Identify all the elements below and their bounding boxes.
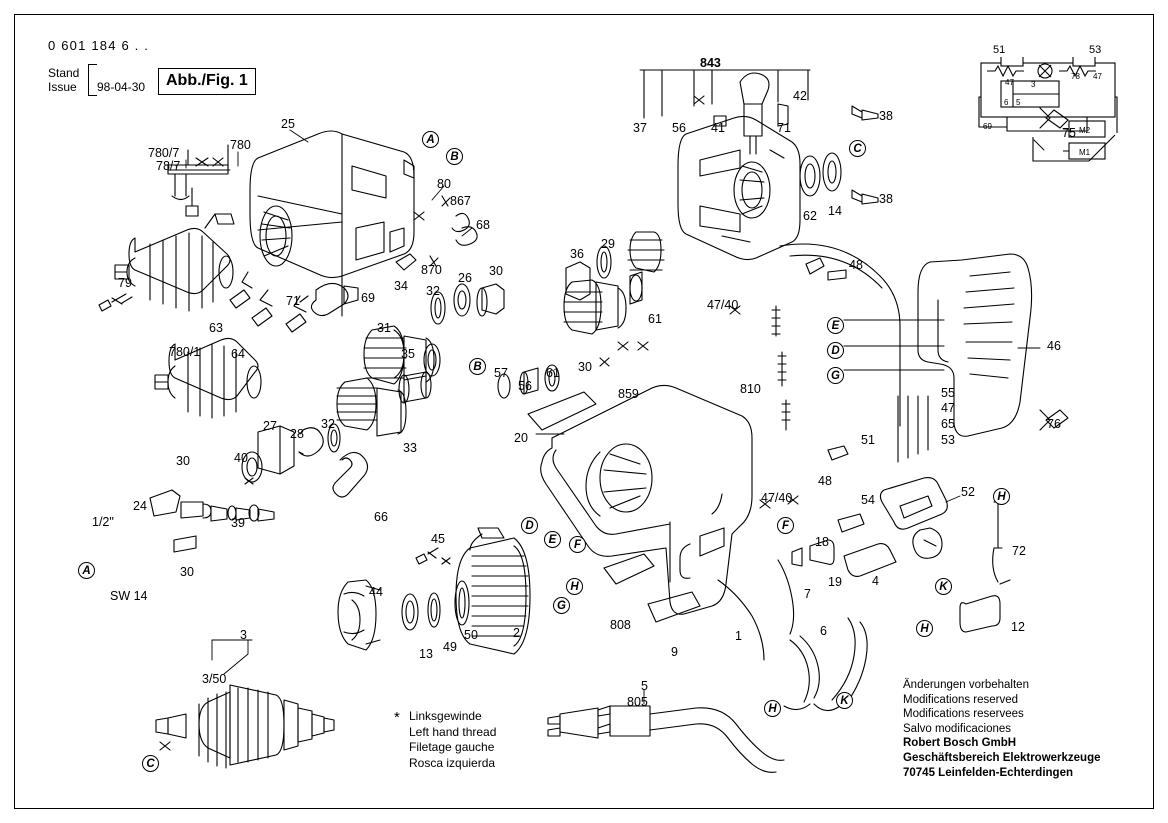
callout-56: 56 (672, 121, 686, 135)
callout-56: 56 (518, 379, 532, 393)
stand-issue-labels (48, 66, 79, 94)
ref-letter-b: B (446, 148, 463, 165)
callout-27: 27 (263, 419, 277, 433)
callout-63: 63 (209, 321, 223, 335)
callout-38: 38 (879, 192, 893, 206)
ref-letter-g: G (553, 597, 570, 614)
callout-20: 20 (514, 431, 528, 445)
callout-48: 48 (818, 474, 832, 488)
ref-letter-b: B (469, 358, 486, 375)
callout-843: 843 (700, 56, 721, 70)
company-address: 70745 Leinfelden-Echterdingen (903, 766, 1073, 779)
callout-18: 18 (815, 535, 829, 549)
ref-letter-a: A (422, 131, 439, 148)
callout-48: 48 (849, 258, 863, 272)
callout-780-7: 780/7 (148, 146, 180, 160)
callout-867: 867 (450, 194, 471, 208)
note-line-fr: Filetage gauche (409, 740, 495, 754)
footer-block (903, 678, 1101, 780)
footnote-marker: * (394, 709, 400, 726)
issue-date: 98-04-30 (97, 80, 146, 94)
callout-4: 4 (872, 574, 879, 588)
date-bracket (88, 64, 97, 96)
svg-text:M2: M2 (1079, 126, 1091, 135)
callout-24: 24 (133, 499, 147, 513)
footer-line-en: Modifications reserved (903, 693, 1019, 706)
callout-3: 3 (240, 628, 247, 642)
figure-label: Abb./Fig. 1 (158, 68, 256, 95)
callout-32: 32 (426, 284, 440, 298)
wire-label-51: 51 (993, 44, 1006, 56)
callout-35: 35 (401, 347, 415, 361)
ref-letter-d: D (827, 342, 844, 359)
callout-78-7: 78/7 (156, 159, 181, 173)
wiring-diagram (973, 57, 1123, 177)
callout-30: 30 (489, 264, 503, 278)
callout-808: 808 (610, 618, 631, 632)
callout-46: 46 (1047, 339, 1061, 353)
callout-1-2-: 1/2" (92, 515, 114, 529)
callout-69: 69 (361, 291, 375, 305)
callout-57: 57 (494, 366, 508, 380)
ref-letter-k: K (836, 692, 853, 709)
callout-55: 55 (941, 386, 955, 400)
callout-75: 75 (1062, 126, 1076, 140)
footer-line-de: Änderungen vorbehalten (903, 679, 1029, 691)
issue-label: Issue (48, 80, 77, 94)
callout-12: 12 (1011, 620, 1025, 634)
callout-2: 2 (513, 626, 520, 640)
callout-30: 30 (180, 565, 194, 579)
callout-76: 76 (1047, 417, 1061, 431)
svg-text:78: 78 (1071, 72, 1080, 81)
callout-14: 14 (828, 204, 842, 218)
note-line-es: Rosca izquierda (409, 755, 496, 770)
ref-letter-d: D (521, 517, 538, 534)
ref-letter-h: H (764, 700, 781, 717)
callout-44: 44 (369, 585, 383, 599)
svg-text:69: 69 (983, 122, 992, 131)
company-name: Robert Bosch GmbH (903, 737, 1017, 750)
part-number: 0 601 184 6 . . (48, 38, 150, 53)
svg-text:6: 6 (1004, 98, 1009, 107)
ref-letter-k: K (935, 578, 952, 595)
callout-30: 30 (578, 360, 592, 374)
callout-870: 870 (421, 263, 442, 277)
ref-letter-h: H (916, 620, 933, 637)
callout-6: 6 (820, 624, 827, 638)
callout-39: 39 (231, 516, 245, 530)
callout-34: 34 (394, 279, 408, 293)
ref-letter-h: H (566, 578, 583, 595)
callout-25: 25 (281, 117, 295, 131)
callout-71: 71 (777, 121, 791, 135)
ref-letter-g: G (827, 367, 844, 384)
footer-line-es: Salvo modificaciones (903, 722, 1012, 735)
callout-79: 79 (118, 276, 132, 290)
callout-49: 49 (443, 640, 457, 654)
svg-text:47: 47 (1093, 72, 1102, 81)
left-hand-thread-note (409, 709, 496, 771)
callout-65: 65 (941, 417, 955, 431)
callout-54: 54 (861, 493, 875, 507)
callout-47-40: 47/40 (761, 491, 793, 505)
callout-64: 64 (231, 347, 245, 361)
svg-text:47: 47 (1005, 78, 1014, 87)
callout-780: 780 (230, 138, 251, 152)
callout-42: 42 (793, 89, 807, 103)
callout-5: 5 (641, 679, 648, 693)
ref-letter-f: F (777, 517, 794, 534)
callout-33: 33 (403, 441, 417, 455)
callout-53: 53 (941, 433, 955, 447)
stand-label: Stand (48, 66, 80, 80)
callout-36: 36 (570, 247, 584, 261)
callout-810: 810 (740, 382, 761, 396)
callout-50: 50 (464, 628, 478, 642)
ref-letter-c: C (849, 140, 866, 157)
callout-61: 61 (546, 366, 560, 380)
callout-29: 29 (601, 237, 615, 251)
callout-780-1: 780/1 (169, 345, 201, 359)
callout-66: 66 (374, 510, 388, 524)
callout-52: 52 (961, 485, 975, 499)
callout-47-40: 47/40 (707, 298, 739, 312)
ref-letter-h: H (993, 488, 1010, 505)
callout-32: 32 (321, 417, 335, 431)
callout-7: 7 (804, 587, 811, 601)
ref-letter-e: E (544, 531, 561, 548)
callout-51: 51 (861, 433, 875, 447)
svg-text:5: 5 (1016, 98, 1021, 107)
callout-62: 62 (803, 209, 817, 223)
callout-SW-14: SW 14 (110, 589, 148, 603)
callout-41: 41 (711, 121, 725, 135)
callout-71: 71 (286, 294, 300, 308)
callout-40: 40 (234, 451, 248, 465)
callout-13: 13 (419, 647, 433, 661)
callout-19: 19 (828, 575, 842, 589)
callout-37: 37 (633, 121, 647, 135)
ref-letter-c: C (142, 755, 159, 772)
callout-28: 28 (290, 427, 304, 441)
callout-45: 45 (431, 532, 445, 546)
note-line-de: Linksgewinde (409, 709, 482, 723)
callout-9: 9 (671, 645, 678, 659)
callout-72: 72 (1012, 544, 1026, 558)
callout-1: 1 (735, 629, 742, 643)
note-line-en: Left hand thread (409, 724, 497, 739)
ref-letter-a: A (78, 562, 95, 579)
svg-text:3: 3 (1031, 80, 1036, 89)
callout-68: 68 (476, 218, 490, 232)
callout-30: 30 (176, 454, 190, 468)
svg-text:M1: M1 (1079, 148, 1091, 157)
ref-letter-f: F (569, 536, 586, 553)
callout-80: 80 (437, 177, 451, 191)
callout-47: 47 (941, 401, 955, 415)
company-division: Geschäftsbereich Elektrowerkzeuge (903, 751, 1101, 764)
wire-label-53: 53 (1089, 44, 1102, 56)
callout-859: 859 (618, 387, 639, 401)
callout-26: 26 (458, 271, 472, 285)
callout-31: 31 (377, 321, 391, 335)
callout-3-50: 3/50 (202, 672, 227, 686)
ref-letter-e: E (827, 317, 844, 334)
callout-61: 61 (648, 312, 662, 326)
callout-805: 805 (627, 695, 648, 709)
callout-38: 38 (879, 109, 893, 123)
footer-line-fr: Modifications reservees (903, 708, 1024, 721)
